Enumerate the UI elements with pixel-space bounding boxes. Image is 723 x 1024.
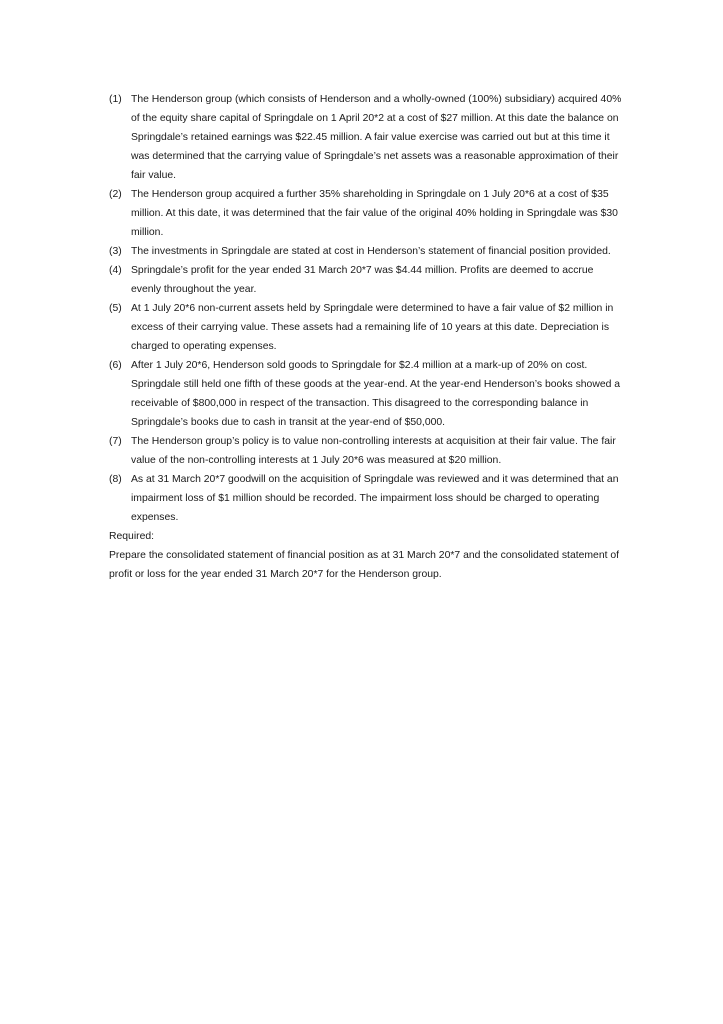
note-item [109,470,625,527]
note-number: (7) [109,436,122,447]
note-text: Springdale’s profit for the year ended 31 March 20*7 was $4.44 million. Profits are deemed to accrue evenly throughout the year. [131,265,594,295]
note-item [109,432,625,470]
note-number: (3) [109,246,122,257]
note-text: As at 31 March 20*7 goodwill on the acquisition of Springdale was reviewed and it was determined that an impairment loss of $1 million should be recorded. The impairment loss should be charged to operating expenses. [131,474,619,523]
note-number: (6) [109,360,122,371]
required-label: Required: [109,531,155,542]
note-text: The investments in Springdale are stated at cost in Henderson’s statement of financial position provided. [131,246,611,257]
note-item [109,299,625,356]
note-number: (1) [109,94,122,105]
document-content [109,90,625,584]
numbered-notes-list [109,90,625,527]
note-item [109,242,625,261]
required-text: Prepare the consolidated statement of financial position as at 31 March 20*7 and the consolidated statement of profit or loss for the year ended 31 March 20*7 for the Henderson group. [109,550,620,580]
note-number: (8) [109,474,122,485]
note-number: (5) [109,303,122,314]
note-text: The Henderson group’s policy is to value non-controlling interests at acquisition at their fair value. The fair value of the non-controlling interests at 1 July 20*6 was measured at $20 million. [131,436,616,466]
note-text: The Henderson group acquired a further 35% shareholding in Springdale on 1 July 20*6 at a cost of $35 million. At this date, it was determined that the fair value of the original 40% holding in Springdale was $30 million. [131,189,618,238]
note-item [109,90,625,185]
note-number: (2) [109,189,122,200]
note-number: (4) [109,265,122,276]
note-text: The Henderson group (which consists of Henderson and a wholly-owned (100%) subsidiary) acquired 40% of the equity share capital of Springdale on 1 April 20*2 at a cost of $27 million. At this date the balance on Springdale’s retained earnings was $22.45 million. A fair value exercise was carried out but at this time it was determined that the carrying value of Springdale’s net assets was a reasonable approximation of their fair value. [131,94,622,181]
note-text: At 1 July 20*6 non-current assets held by Springdale were determined to have a fair value of $2 million in excess of their carrying value. These assets had a remaining life of 10 years at this date. Depreciation is charged to operating expenses. [131,303,614,352]
note-item [109,261,625,299]
note-item [109,356,625,432]
note-text: After 1 July 20*6, Henderson sold goods to Springdale for $2.4 million at a mark-up of 20% on cost. Springdale still held one fifth of these goods at the year-end. At the year-end Henderson’s books showed a receivable of $800,000 in respect of the transaction. This disagreed to the corresponding balance in Springdale’s books due to cash in transit at the year-end of $50,000. [131,360,621,428]
note-item [109,185,625,242]
